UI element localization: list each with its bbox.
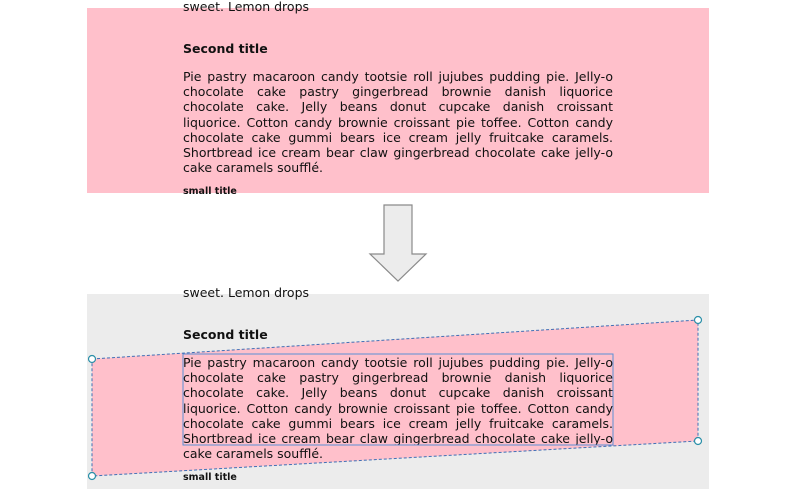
small-title: small title — [183, 186, 237, 197]
before-panel — [87, 0, 709, 197]
section-title: Second title — [183, 41, 268, 56]
section-title: Second title — [183, 327, 268, 342]
after-panel — [87, 285, 709, 489]
paragraph: Pie pastry macaroon candy tootsie roll jujubes pudding pie. Jelly-o chocolate cake pastry gingerbread brownie danish liquorice chocolate cake. Jelly beans donut cupcake danish croissant liquorice. Cotton candy brownie croissant pie toffee. Cotton candy chocolate cake gummi bears ice cream jelly fruitcake caramels. Shortbread ice cream bear claw gingerbread chocolate cake jelly-o cake caramels soufflé. — [183, 69, 613, 176]
cut-off-text: sweet. Lemon drops — [183, 0, 310, 14]
cut-off-text: sweet. Lemon drops — [183, 285, 310, 300]
small-title: small title — [183, 472, 237, 483]
transform-handle-top-right[interactable] — [695, 317, 702, 324]
transform-handle-bottom-right[interactable] — [695, 438, 702, 445]
paragraph[interactable]: Pie pastry macaroon candy tootsie roll jujubes pudding pie. Jelly-o chocolate cake pastry gingerbread brownie danish liquorice chocolate cake. Jelly beans donut cupcake danish croissant liquorice. Cotton candy brownie croissant pie toffee. Cotton candy chocolate cake gummi bears ice cream jelly fruitcake caramels. Shortbread ice cream bear claw gingerbread chocolate cake jelly-o cake caramels soufflé. — [183, 355, 613, 462]
transform-handle-bottom-left[interactable] — [89, 473, 96, 480]
transform-handle-top-left[interactable] — [89, 356, 96, 363]
down-arrow-icon — [369, 204, 429, 284]
